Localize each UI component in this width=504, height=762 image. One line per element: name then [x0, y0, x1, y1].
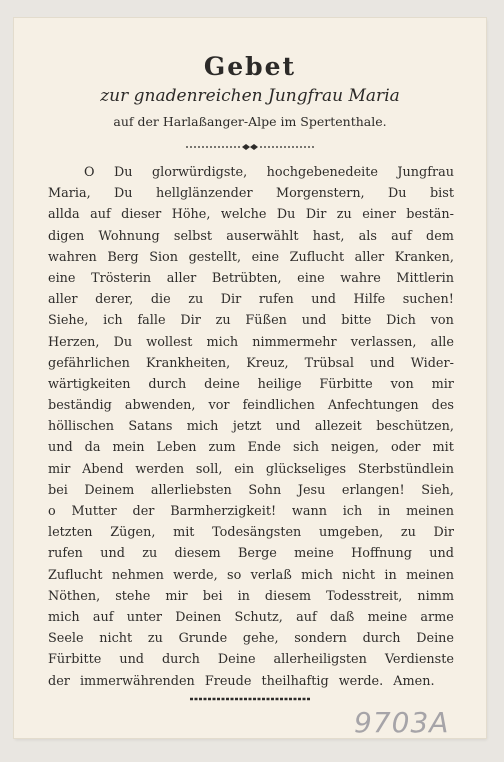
prayer-word: ein	[234, 461, 255, 477]
prayer-word: wann	[291, 504, 327, 519]
prayer-word: als	[358, 228, 377, 244]
ornament-divider-bottom	[184, 694, 316, 704]
prayer-word: falle	[137, 313, 166, 329]
prayer-word: sondern	[294, 631, 347, 647]
prayer-word: dem	[426, 228, 454, 244]
prayer-word: und	[369, 355, 395, 371]
prayer-word: feindlichen	[242, 398, 315, 414]
prayer-word: Dir	[433, 525, 454, 541]
prayer-word: wahren	[48, 249, 97, 265]
prayer-word: allda	[48, 207, 80, 223]
prayer-word: Jesu	[297, 482, 326, 498]
prayer-word: allerliebsten	[150, 482, 232, 498]
prayer-word: soll,	[195, 461, 223, 477]
prayer-line	[48, 374, 454, 395]
prayer-word: umgeben,	[318, 525, 384, 541]
prayer-line	[48, 586, 454, 607]
prayer-word: einer	[362, 207, 396, 223]
prayer-word: Zuflucht	[48, 567, 103, 583]
prayer-word: eine	[297, 270, 325, 286]
prayer-word: oder	[390, 440, 421, 456]
prayer-word: zum	[208, 440, 236, 456]
prayer-word: auf	[90, 207, 111, 223]
prayer-word: eine	[251, 249, 280, 265]
prayer-word: Kreuz,	[246, 355, 289, 371]
prayer-word: aller	[48, 292, 78, 308]
prayer-line	[48, 416, 454, 437]
prayer-word: werde,	[173, 567, 218, 583]
prayer-word: mich	[301, 567, 333, 583]
prayer-word: Siehe,	[48, 313, 89, 329]
prayer-word: glorwürdigste,	[151, 165, 248, 180]
prayer-word: selbst	[173, 228, 213, 244]
prayer-word: Zügen,	[110, 525, 156, 541]
prayer-word: bist	[429, 186, 454, 202]
prayer-line	[48, 501, 454, 522]
prayer-word: Mittlerin	[396, 270, 454, 286]
prayer-word: Mutter	[71, 504, 117, 519]
prayer-word: welche	[220, 207, 267, 223]
prayer-word: mir	[431, 376, 454, 392]
prayer-word: durch	[148, 376, 187, 392]
prayer-word: Dich	[386, 313, 416, 329]
prayer-word: auf	[296, 609, 317, 625]
prayer-word: jetzt	[232, 419, 262, 435]
prayer-word: mein	[112, 440, 145, 456]
prayer-word: Ende	[247, 440, 281, 456]
prayer-word: aller	[354, 249, 385, 265]
card-subtitle: zur gnadenreichen Jungfrau Maria	[100, 86, 400, 106]
prayer-word: dieser	[121, 207, 162, 223]
prayer-word: beschützen,	[376, 419, 454, 435]
prayer-line	[48, 480, 454, 501]
prayer-word: auserwählt	[226, 228, 299, 244]
prayer-word: Maria,	[48, 186, 91, 202]
prayer-line	[48, 289, 454, 310]
prayer-word: zu	[336, 207, 352, 223]
prayer-word: Barmherzigkeit!	[170, 504, 277, 519]
prayer-word: da	[84, 440, 101, 456]
archive-number: 9703A	[354, 706, 450, 739]
prayer-text	[48, 162, 454, 692]
prayer-word: zu	[400, 525, 416, 541]
prayer-word: und	[311, 292, 336, 308]
prayer-line: der immerwährenden Freude theilhaftig werde. Amen.	[48, 673, 435, 689]
prayer-line	[48, 437, 454, 458]
prayer-word: eine	[48, 270, 76, 286]
prayer-word: Schutz,	[234, 609, 283, 625]
prayer-word: von	[430, 313, 454, 329]
prayer-word: Morgenstern,	[275, 186, 365, 202]
prayer-word: Herzen,	[48, 334, 100, 350]
prayer-word: meinen	[406, 567, 454, 583]
prayer-line	[48, 247, 454, 268]
prayer-word: heilige	[257, 376, 302, 392]
prayer-word: Wohnung	[98, 228, 160, 244]
prayer-word: rufen	[258, 292, 294, 308]
prayer-word: Kranken,	[394, 249, 454, 265]
prayer-word: Du	[113, 165, 133, 180]
prayer-line	[48, 459, 454, 480]
prayer-word: mit	[432, 440, 454, 456]
prayer-word: allezeit	[314, 419, 362, 435]
prayer-word: wärtigkeiten	[48, 376, 131, 392]
prayer-word: aller	[166, 270, 197, 286]
prayer-word: Deinen	[175, 609, 222, 625]
prayer-word: und	[275, 419, 301, 435]
prayer-word: erlangen!	[341, 482, 405, 498]
prayer-word: Fürbitte	[48, 652, 102, 668]
card-place: auf der Harlaßanger-Alpe im Spertenthale.	[113, 114, 387, 129]
prayer-word: Du	[388, 186, 407, 202]
prayer-line	[48, 183, 454, 204]
prayer-word: bitte	[341, 313, 372, 329]
prayer-word: Dir	[220, 292, 242, 308]
prayer-word: zu	[215, 313, 231, 329]
prayer-word: Sion	[149, 249, 178, 265]
prayer-line	[48, 522, 454, 543]
prayer-word: mir	[165, 588, 188, 604]
prayer-word: vor	[208, 398, 230, 414]
prayer-word: nicht	[99, 631, 133, 647]
prayer-word: Berg	[107, 249, 139, 265]
prayer-word: und	[48, 440, 73, 456]
prayer-word: allerheiligsten	[273, 652, 367, 668]
prayer-word: o	[48, 504, 56, 519]
prayer-word: daß	[329, 609, 355, 625]
prayer-word: Nöthen,	[48, 588, 101, 604]
prayer-word: verlassen,	[350, 334, 417, 350]
prayer-line	[48, 565, 454, 586]
prayer-word: Anfechtungen	[327, 398, 419, 414]
prayer-word: hast,	[312, 228, 345, 244]
prayer-line	[48, 543, 454, 564]
prayer-word: hochgebenedeite	[266, 165, 378, 180]
prayer-word: Sieh,	[421, 482, 454, 498]
prayer-word: zu	[188, 292, 204, 308]
prayer-word: Sterbstündlein	[357, 461, 454, 477]
prayer-line	[48, 162, 454, 183]
prayer-word: hellglänzender	[155, 186, 253, 202]
prayer-word: Dir	[180, 313, 201, 329]
prayer-word: und	[100, 546, 125, 562]
prayer-word: nicht	[342, 567, 376, 583]
prayer-word: beständig	[48, 398, 112, 414]
prayer-word: bei	[202, 588, 223, 604]
prayer-word: diesem	[264, 588, 312, 604]
prayer-word: zu	[142, 546, 158, 562]
prayer-line	[48, 628, 454, 649]
prayer-word: bei	[48, 482, 68, 498]
prayer-word: mich	[206, 334, 239, 350]
prayer-word: auf	[92, 609, 114, 625]
prayer-word: Dir	[305, 207, 327, 223]
prayer-word: gefährlichen	[48, 355, 130, 371]
prayer-word: in	[377, 504, 391, 519]
prayer-word: Deine	[416, 631, 454, 647]
prayer-word: mit	[173, 525, 195, 541]
prayer-word: Trübsal	[304, 355, 354, 371]
prayer-word: suchen!	[402, 292, 454, 308]
prayer-word: Betrübten,	[211, 270, 282, 286]
prayer-word: von	[390, 376, 414, 392]
prayer-word: letzten	[48, 525, 93, 541]
card-title: Gebet	[203, 52, 297, 81]
prayer-word: verlaß	[250, 567, 292, 583]
prayer-word: wollest	[146, 334, 193, 350]
prayer-word: Trösterin	[91, 270, 152, 286]
prayer-word: Verdienste	[384, 652, 454, 668]
prayer-word: Du	[276, 207, 296, 223]
prayer-word: auf	[391, 228, 412, 244]
prayer-word: rufen	[48, 546, 83, 562]
prayer-word: meinen	[406, 504, 454, 519]
prayer-line	[48, 310, 454, 331]
prayer-word: Wider-	[410, 355, 454, 371]
prayer-word: mich	[186, 419, 219, 435]
prayer-word: Seele	[48, 631, 84, 647]
prayer-word: arme	[420, 609, 454, 625]
prayer-word: Du	[114, 186, 133, 202]
prayer-word: Berge	[237, 546, 277, 562]
prayer-word: und	[119, 652, 145, 668]
prayer-word: diesem	[174, 546, 221, 562]
prayer-word: Leben	[156, 440, 197, 456]
prayer-word: Hoffnung	[351, 546, 412, 562]
prayer-word: meine	[367, 609, 408, 625]
prayer-word: ich	[342, 504, 363, 519]
prayer-word: deine	[204, 376, 240, 392]
prayer-word: Deinem	[84, 482, 135, 498]
prayer-line	[48, 332, 454, 353]
prayer-word: so	[227, 567, 242, 583]
prayer-card	[14, 18, 486, 738]
prayer-word: Fürbitte	[319, 376, 373, 392]
prayer-word: Höhe,	[171, 207, 211, 223]
prayer-word: neigen,	[330, 440, 379, 456]
prayer-word: werden	[135, 461, 185, 477]
prayer-word: Grunde	[178, 631, 228, 647]
prayer-word: ich	[103, 313, 123, 329]
prayer-word: gehe,	[242, 631, 279, 647]
prayer-word: Sohn	[248, 482, 282, 498]
prayer-word: Krankheiten,	[145, 355, 231, 371]
prayer-word: Satans	[128, 419, 173, 435]
prayer-word: mich	[48, 609, 80, 625]
prayer-line	[48, 353, 454, 374]
prayer-word: Todesängsten	[212, 525, 302, 541]
prayer-word: alle	[430, 334, 454, 350]
prayer-word: in	[237, 588, 250, 604]
prayer-word: der	[132, 504, 155, 519]
prayer-word: Füßen	[245, 313, 287, 329]
prayer-line	[48, 268, 454, 289]
prayer-word: nimmermehr	[252, 334, 337, 350]
prayer-word: meine	[294, 546, 334, 562]
prayer-word: sich	[292, 440, 320, 456]
prayer-word: durch	[362, 631, 401, 647]
prayer-word: durch	[161, 652, 200, 668]
prayer-word: mir	[48, 461, 71, 477]
prayer-word: zu	[147, 631, 163, 647]
prayer-word: höllischen	[48, 419, 115, 435]
prayer-word: die	[150, 292, 171, 308]
prayer-word: nimm	[417, 588, 454, 604]
prayer-word: in	[384, 567, 397, 583]
prayer-word: digen	[48, 228, 85, 244]
prayer-line	[48, 607, 454, 628]
prayer-word: gestellt,	[188, 249, 242, 265]
prayer-word: glückseliges	[265, 461, 347, 477]
prayer-word: derer,	[95, 292, 134, 308]
prayer-word: abwenden,	[124, 398, 196, 414]
prayer-word: Hilfe	[353, 292, 386, 308]
prayer-word: nehmen	[111, 567, 164, 583]
prayer-line	[48, 204, 454, 225]
prayer-word: und	[429, 546, 454, 562]
prayer-word: Todesstreit,	[326, 588, 403, 604]
prayer-word: Du	[113, 334, 133, 350]
prayer-line	[48, 395, 454, 416]
prayer-word: wahre	[340, 270, 381, 286]
prayer-word: Abend	[82, 461, 124, 477]
ornament-divider-top	[184, 142, 316, 152]
prayer-word: unter	[126, 609, 163, 625]
prayer-word: O	[84, 165, 95, 180]
prayer-word: des	[431, 398, 454, 414]
prayer-word: Deine	[217, 652, 256, 668]
prayer-word: Jungfrau	[397, 165, 454, 180]
prayer-word: stehe	[115, 588, 151, 604]
prayer-word: bestän-	[406, 207, 454, 223]
prayer-line	[48, 649, 454, 670]
prayer-word: und	[301, 313, 327, 329]
prayer-word: Zuflucht	[289, 249, 345, 265]
prayer-line	[48, 226, 454, 247]
